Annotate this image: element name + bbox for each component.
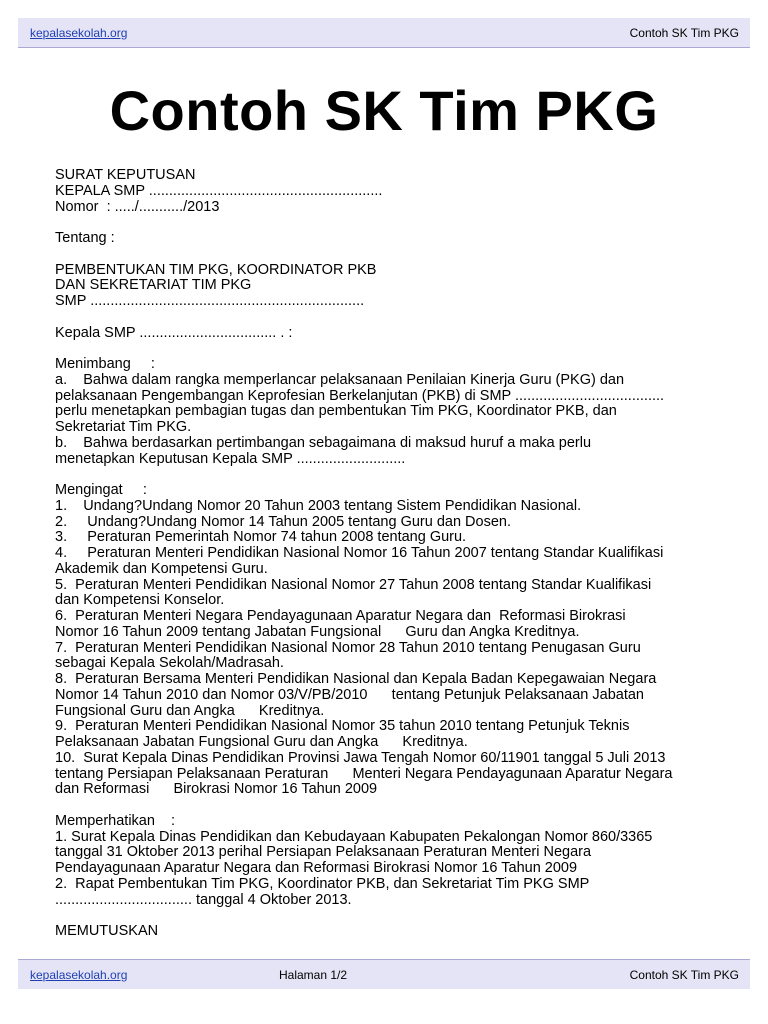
document-line: DAN SEKRETARIAT TIM PKG — [55, 277, 252, 294]
document-line: Mengingat : — [55, 482, 147, 498]
document-line: 2. Undang?Undang Nomor 14 Tahun 2005 tentang Guru dan Dosen. — [55, 513, 511, 530]
document-line: sebagai Kepala Sekolah/Madrasah. — [55, 655, 284, 672]
blank-line — [55, 467, 745, 483]
document-line: a. Bahwa dalam rangka memperlancar pelaksanaan Penilaian Kinerja Guru (PKG) dan — [55, 371, 625, 388]
document-line: SMP .................................................................... — [55, 293, 365, 309]
document-line: dan Reformasi Birokrasi Nomor 16 Tahun 2009 — [55, 781, 378, 798]
document-line: 7. Peraturan Menteri Pendidikan Nasional Nomor 28 Tahun 2010 tentang Penugasan Guru — [55, 639, 641, 656]
document-line: 4. Peraturan Menteri Pendidikan Nasional Nomor 16 Tahun 2007 tentang Standar Kualifikasi — [55, 545, 664, 561]
document-line: PEMBENTUKAN TIM PKG, KOORDINATOR PKB — [55, 261, 377, 278]
document-line: .................................. tanggal 4 Oktober 2013. — [55, 891, 352, 908]
document-line: 3. Peraturan Pemerintah Nomor 74 tahun 2008 tentang Guru. — [55, 529, 467, 546]
document-line: menetapkan Keputusan Kepala SMP ........................... — [55, 450, 406, 467]
footer-page-label: Halaman 1/2 — [279, 968, 348, 982]
document-line: Pendayagunaan Aparatur Negara dan Reformasi Birokrasi Nomor 16 Tahun 2009 — [55, 860, 578, 876]
document-line: 9. Peraturan Menteri Pendidikan Nasional Nomor 35 tahun 2010 tentang Petunjuk Teknis — [55, 718, 630, 735]
document-line: Nomor : ...../.........../2013 — [55, 198, 220, 215]
page-footer — [18, 959, 750, 989]
document-line: 5. Peraturan Menteri Pendidikan Nasional Nomor 27 Tahun 2008 tentang Standar Kualifikasi — [55, 576, 652, 593]
header-doc-title: Contoh SK Tim PKG — [629, 26, 739, 40]
document-line: Kepala SMP .................................. . : — [55, 324, 293, 341]
document-line: Sekretariat Tim PKG. — [55, 419, 192, 435]
blank-line — [55, 341, 745, 357]
blank-line — [55, 247, 745, 263]
document-line: Menimbang : — [55, 356, 155, 372]
document-line: Nomor 16 Tahun 2009 tentang Jabatan Fungsional Guru dan Angka Kreditnya. — [55, 623, 580, 640]
document-line: b. Bahwa berdasarkan pertimbangan sebagaimana di maksud huruf a maka perlu — [55, 434, 592, 451]
document-line: 6. Peraturan Menteri Negara Pendayagunaan Aparatur Negara dan Reformasi Birokrasi — [55, 608, 626, 624]
footer-doc-title: Contoh SK Tim PKG — [629, 968, 739, 982]
document-line: 10. Surat Kepala Dinas Pendidikan Provinsi Jawa Tengah Nomor 60/11901 tanggal 5 Juli 2013 — [55, 749, 666, 766]
blank-line — [55, 908, 745, 924]
document-line: tentang Persiapan Pelaksanaan Peraturan Menteri Negara Pendayagunaan Aparatur Negara — [55, 765, 673, 782]
blank-line — [55, 310, 745, 326]
document-line: Tentang : — [55, 230, 115, 246]
document-line: 2. Rapat Pembentukan Tim PKG, Koordinator PKB, dan Sekretariat Tim PKG SMP — [55, 875, 590, 892]
document-line: Memperhatikan : — [55, 812, 176, 829]
document-line: Nomor 14 Tahun 2010 dan Nomor 03/V/PB/2010 tentang Petunjuk Pelaksanaan Jabatan — [55, 686, 644, 703]
document-line: Pelaksanaan Jabatan Fungsional Guru dan Angka Kreditnya. — [55, 734, 468, 750]
document-line: dan Kompetensi Konselor. — [55, 592, 225, 609]
document-line: 1. Surat Kepala Dinas Pendidikan dan Kebudayaan Kabupaten Pekalongan Nomor 860/3365 — [55, 828, 653, 845]
document-line: KEPALA SMP .......................................................... — [55, 182, 383, 199]
document-line: perlu menetapkan pembagian tugas dan pembentukan Tim PKG, Koordinator PKB, dan — [55, 403, 617, 420]
blank-line — [55, 215, 745, 231]
page-header — [18, 18, 750, 48]
document-line: tanggal 31 Oktober 2013 perihal Persiapan Pelaksanaan Peraturan Menteri Negara — [55, 844, 592, 861]
header-site-link[interactable]: kepalasekolah.org — [30, 26, 128, 40]
document-body — [55, 168, 745, 940]
document-line: pelaksanaan Pengembangan Keprofesian Berkelanjutan (PKB) di SMP ..................................... — [55, 387, 665, 404]
blank-line — [55, 798, 745, 814]
document-line: SURAT KEPUTUSAN — [55, 167, 196, 183]
document-line: Fungsional Guru dan Angka Kreditnya. — [55, 702, 325, 719]
document-line: 8. Peraturan Bersama Menteri Pendidikan Nasional dan Kepala Badan Kepegawaian Negara — [55, 671, 657, 687]
page-title: Contoh SK Tim PKG — [109, 79, 659, 142]
footer-site-link[interactable]: kepalasekolah.org — [30, 968, 128, 982]
document-line: MEMUTUSKAN — [55, 923, 159, 939]
document-line: 1. Undang?Undang Nomor 20 Tahun 2003 tentang Sistem Pendidikan Nasional. — [55, 497, 582, 514]
document-line: Akademik dan Kompetensi Guru. — [55, 560, 268, 577]
